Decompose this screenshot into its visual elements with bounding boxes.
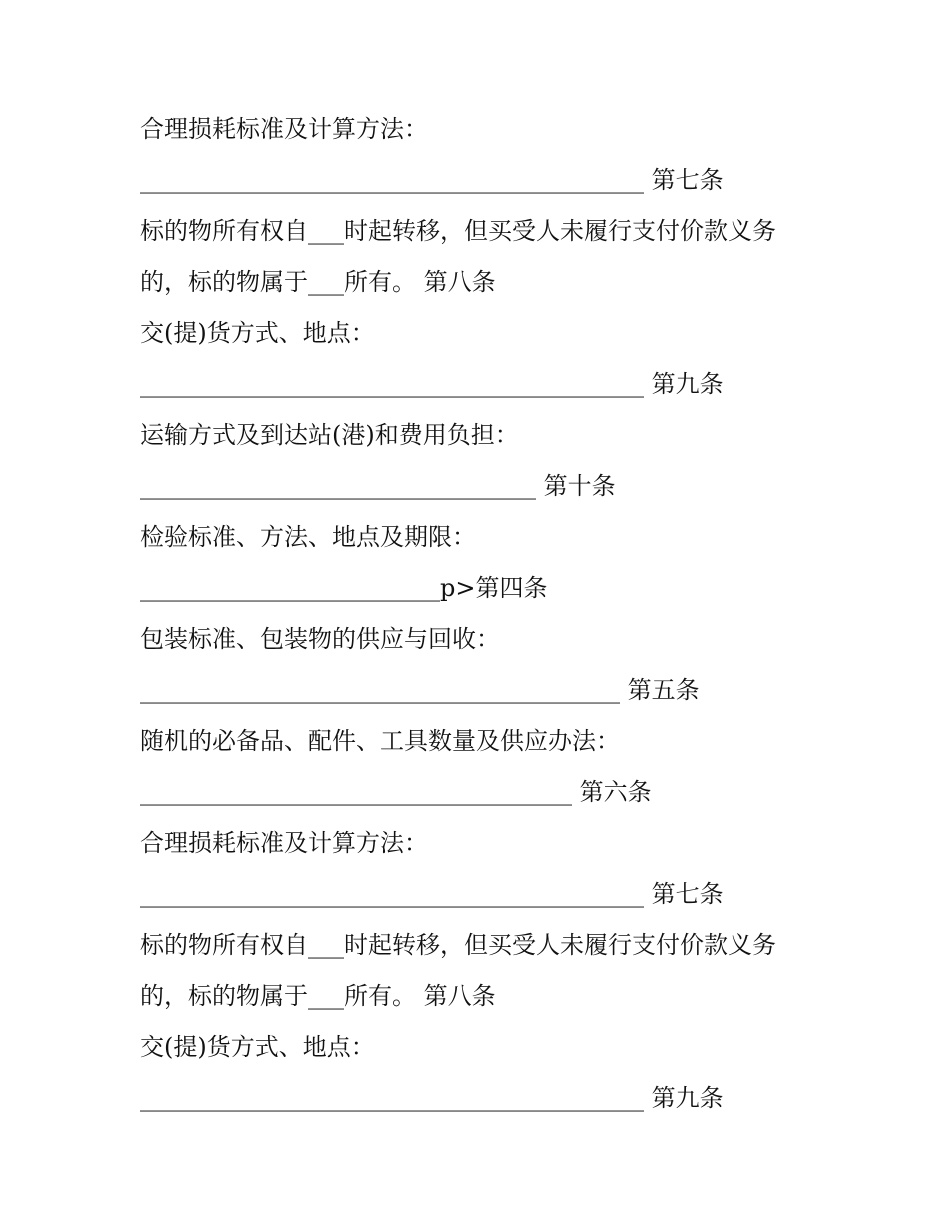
text-line: 交(提)货方式、地点： bbox=[140, 319, 375, 347]
text-line: 运输方式及到达站(港)和费用负担： bbox=[140, 421, 519, 449]
text-line: ________________________________________ 第五条 bbox=[140, 676, 700, 704]
text-line: _________________________________ 第十条 bbox=[140, 472, 616, 500]
text-line: ____________________________________ 第六条 bbox=[140, 778, 652, 806]
text-line: __________________________________________ 第七条 bbox=[140, 880, 724, 908]
text-line: __________________________________________ 第七条 bbox=[140, 166, 724, 194]
text-line: __________________________________________ 第九条 bbox=[140, 370, 724, 398]
text-line: 交(提)货方式、地点： bbox=[140, 1033, 375, 1061]
document-body bbox=[140, 104, 830, 1124]
text-line: 合理损耗标准及计算方法： bbox=[140, 829, 428, 857]
text-line: 检验标准、方法、地点及期限： bbox=[140, 523, 476, 551]
text-line: 的，标的物属于___所有。 第八条 bbox=[140, 268, 496, 296]
text-line: __________________________________________ 第九条 bbox=[140, 1084, 724, 1112]
text-line: 标的物所有权自___时起转移，但买受人未履行支付价款义务 bbox=[140, 217, 776, 245]
text-line: 包装标准、包装物的供应与回收： bbox=[140, 625, 500, 653]
text-line: 合理损耗标准及计算方法： bbox=[140, 115, 428, 143]
text-line: 的，标的物属于___所有。 第八条 bbox=[140, 982, 496, 1010]
text-line: 标的物所有权自___时起转移，但买受人未履行支付价款义务 bbox=[140, 931, 776, 959]
text-line: 随机的必备品、配件、工具数量及供应办法： bbox=[140, 727, 620, 755]
text-line: _________________________p>第四条 bbox=[140, 574, 548, 602]
